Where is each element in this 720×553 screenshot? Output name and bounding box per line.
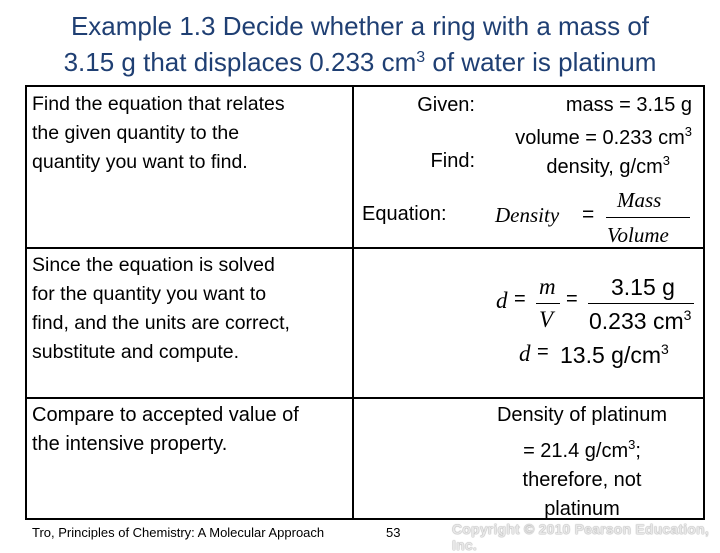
find-value: [546, 146, 670, 182]
result-equals: =: [537, 341, 549, 363]
conclusion-value: = 21.4 g/cm: [523, 440, 629, 462]
calc-frac-bar-2: [588, 303, 694, 304]
calc-equals-2: =: [566, 288, 578, 310]
result-value: [560, 341, 669, 369]
equation-fraction-bar: [606, 217, 690, 218]
equation-equals: =: [582, 203, 595, 226]
step1-line: quantity you want to find.: [32, 151, 248, 173]
conclusion-line-2: [462, 430, 702, 466]
table-row-divider-2: [25, 397, 705, 399]
footer-page-number: 53: [386, 525, 401, 540]
title-line-2-text: 3.15 g that displaces 0.233 cm: [63, 47, 417, 77]
calc-denominator-text: 0.233 cm: [589, 308, 684, 334]
calc-d: d: [496, 288, 508, 313]
title-line-2: [0, 42, 720, 78]
calc-numerator: 3.15 g: [611, 274, 675, 300]
equation-denominator: Volume: [607, 223, 669, 247]
calc-frac-bar-1: [536, 303, 560, 304]
step2-line: for the quantity you want to: [32, 283, 267, 305]
title-line-2-end: of water is platinum: [425, 47, 657, 77]
find-value-sup: 3: [662, 153, 670, 168]
equation-lhs: Density: [495, 203, 560, 227]
conclusion-line-4: platinum: [544, 498, 620, 520]
footer-source: Tro, Principles of Chemistry: A Molecular Approach: [32, 525, 325, 540]
step2-line: Since the equation is solved: [32, 254, 275, 276]
equation-numerator: Mass: [617, 188, 662, 212]
calc-equals-1: =: [514, 288, 526, 310]
step1-instruction: [32, 90, 285, 177]
conclusion-line-1: Density of platinum: [496, 404, 668, 426]
step3-instruction: [32, 401, 299, 459]
conclusion-semicolon: ;: [635, 440, 641, 462]
title-line-1: Example 1.3 Decide whether a ring with a mass of: [70, 11, 650, 41]
given-volume-sup: 3: [684, 124, 692, 139]
given-mass: mass = 3.15 g: [565, 94, 692, 116]
step2-line: substitute and compute.: [32, 341, 240, 363]
calc-V: V: [539, 307, 554, 332]
step1-line: Find the equation that relates: [32, 93, 285, 115]
find-label: Find:: [430, 150, 475, 172]
footer-copyright: Copyright © 2010 Pearson Education, Inc.: [452, 521, 709, 553]
result-value-sup: 3: [661, 341, 669, 357]
find-value-text: density, g/cm: [546, 156, 663, 178]
table-top-border: [25, 85, 705, 87]
step3-line: the intensive property.: [32, 433, 228, 455]
step2-instruction: [32, 251, 290, 367]
table-right-border: [703, 85, 705, 520]
slide-title: [0, 10, 720, 78]
table-column-divider: [352, 85, 354, 520]
conclusion: [462, 401, 702, 524]
title-superscript: 3: [416, 49, 426, 66]
step1-line: the given quantity to the: [32, 122, 240, 144]
equation-label: Equation:: [362, 203, 447, 225]
conclusion-sup: 3: [628, 437, 636, 452]
conclusion-line-3: therefore, not: [522, 469, 642, 491]
step3-line: Compare to accepted value of: [32, 404, 299, 426]
calc-denominator-sup: 3: [683, 307, 692, 323]
table-row-divider-1: [25, 247, 705, 249]
given-volume-text: volume = 0.233 cm: [515, 127, 685, 149]
given-label: Given:: [417, 94, 475, 116]
result-d: d: [519, 341, 531, 366]
result-value-text: 13.5 g/cm: [560, 342, 661, 368]
calc-m: m: [539, 274, 556, 299]
table-left-border: [25, 85, 27, 520]
calc-denominator: [589, 307, 691, 335]
step2-line: find, and the units are correct,: [32, 312, 290, 334]
